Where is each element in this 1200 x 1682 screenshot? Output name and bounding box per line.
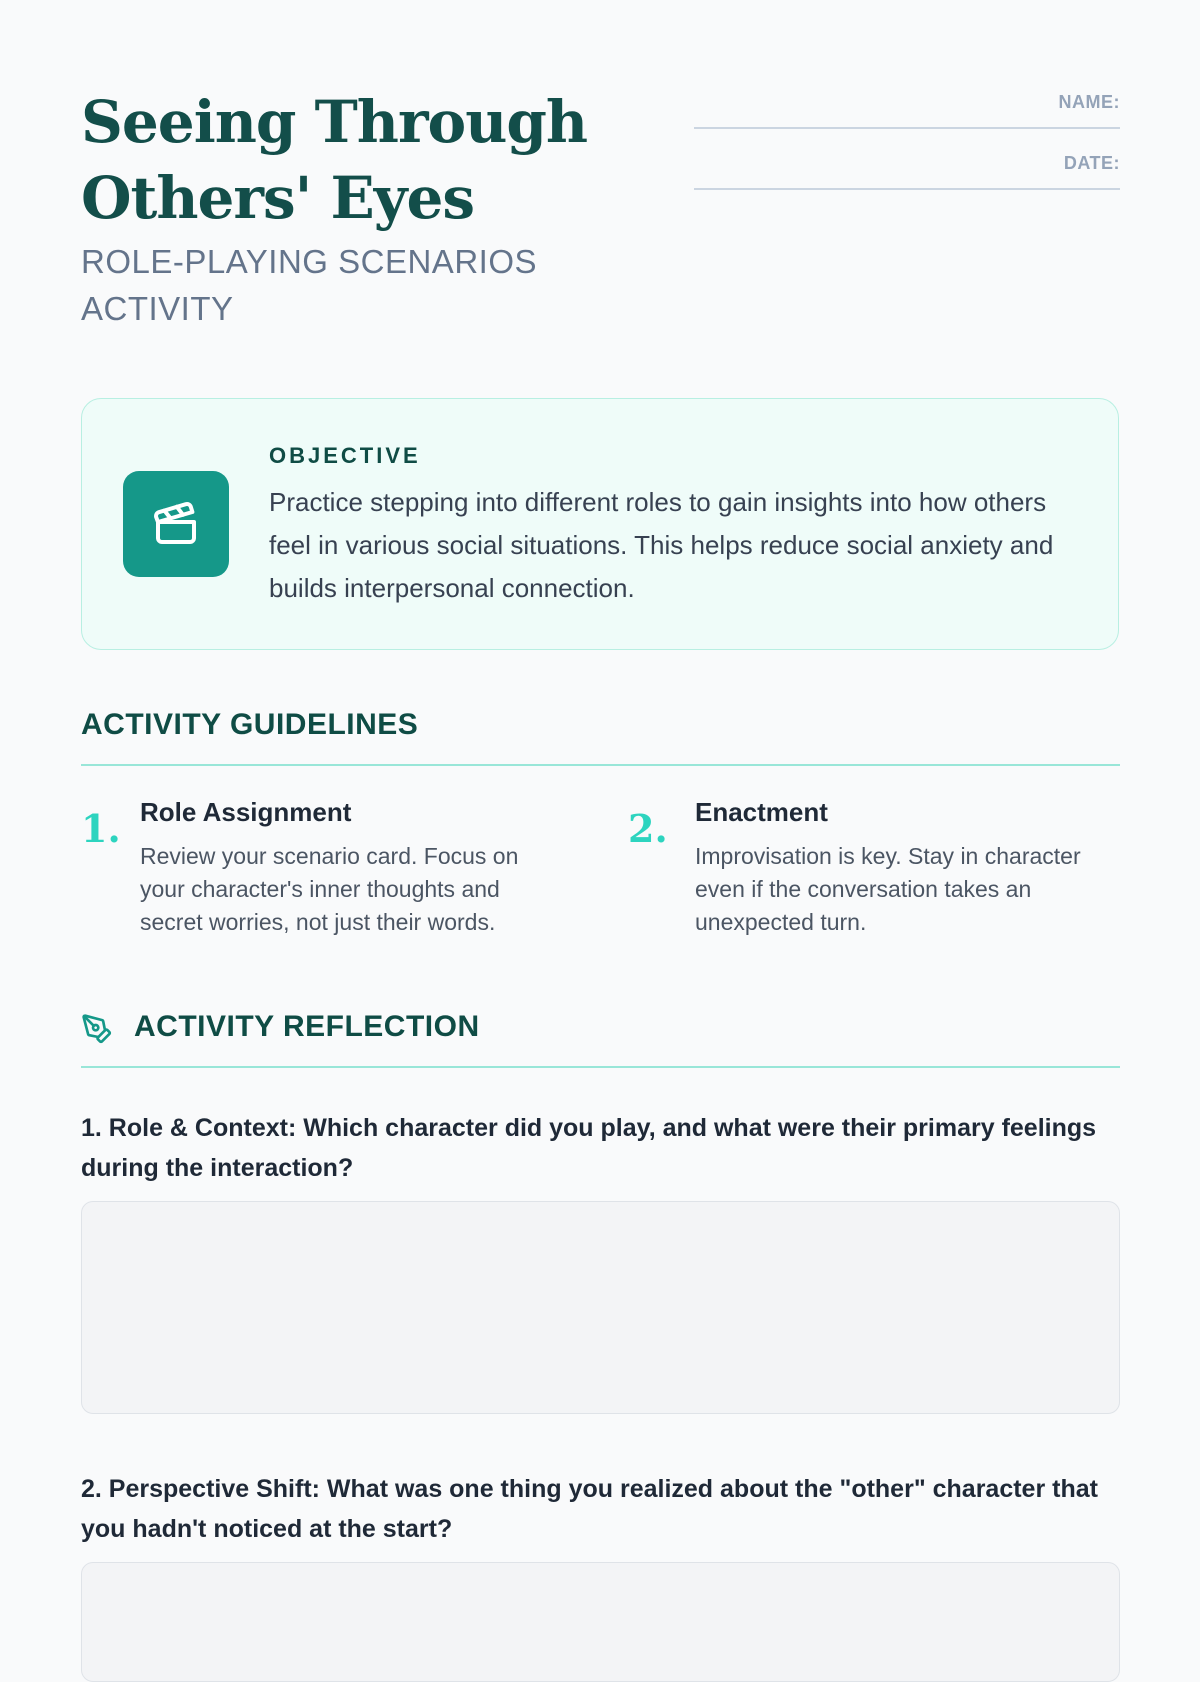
date-label: DATE: [1063, 153, 1120, 173]
objective-heading: OBJECTIVE [269, 443, 421, 468]
date-field[interactable] [694, 188, 1120, 190]
name-label: NAME: [1058, 92, 1120, 112]
title-line-1: Seeing Through [81, 88, 588, 156]
step-title: Role Assignment [140, 797, 352, 827]
title-line-2: Others' Eyes [81, 164, 475, 232]
page-title [81, 84, 641, 236]
reflection-heading: ACTIVITY REFLECTION [134, 1010, 480, 1043]
pen-nib-icon [81, 1013, 113, 1045]
clapperboard-icon [123, 471, 229, 577]
question-2: 2. Perspective Shift: What was one thing you realized about the "other" character that you hadn't noticed at the start? [81, 1475, 1098, 1543]
objective-card [81, 398, 1119, 650]
subtitle-line-1: ROLE-PLAYING SCENARIOS [81, 243, 538, 280]
reflection-divider [81, 1066, 1120, 1068]
guidelines-divider [81, 764, 1120, 766]
name-field[interactable] [694, 127, 1120, 129]
guidelines-heading: ACTIVITY GUIDELINES [81, 708, 419, 741]
objective-text: Practice stepping into different roles to gain insights into how others feel in various social situations. This helps reduce social anxiety and builds interpersonal connection. [269, 487, 1054, 603]
step-number: 2. [628, 806, 668, 851]
step-text: Improvisation is key. Stay in character even if the conversation takes an unexpected turn. [695, 843, 1081, 935]
subtitle-line-2: ACTIVITY [81, 290, 234, 327]
step-text: Review your scenario card. Focus on your character's inner thoughts and secret worries, not just their words. [140, 843, 519, 935]
page-subtitle [81, 238, 601, 332]
step-title: Enactment [695, 797, 828, 827]
answer-box-1[interactable] [81, 1201, 1120, 1414]
question-1: 1. Role & Context: Which character did you play, and what were their primary feelings during the interaction? [81, 1114, 1097, 1182]
answer-box-2[interactable] [81, 1562, 1120, 1682]
step-number: 1. [81, 806, 121, 851]
